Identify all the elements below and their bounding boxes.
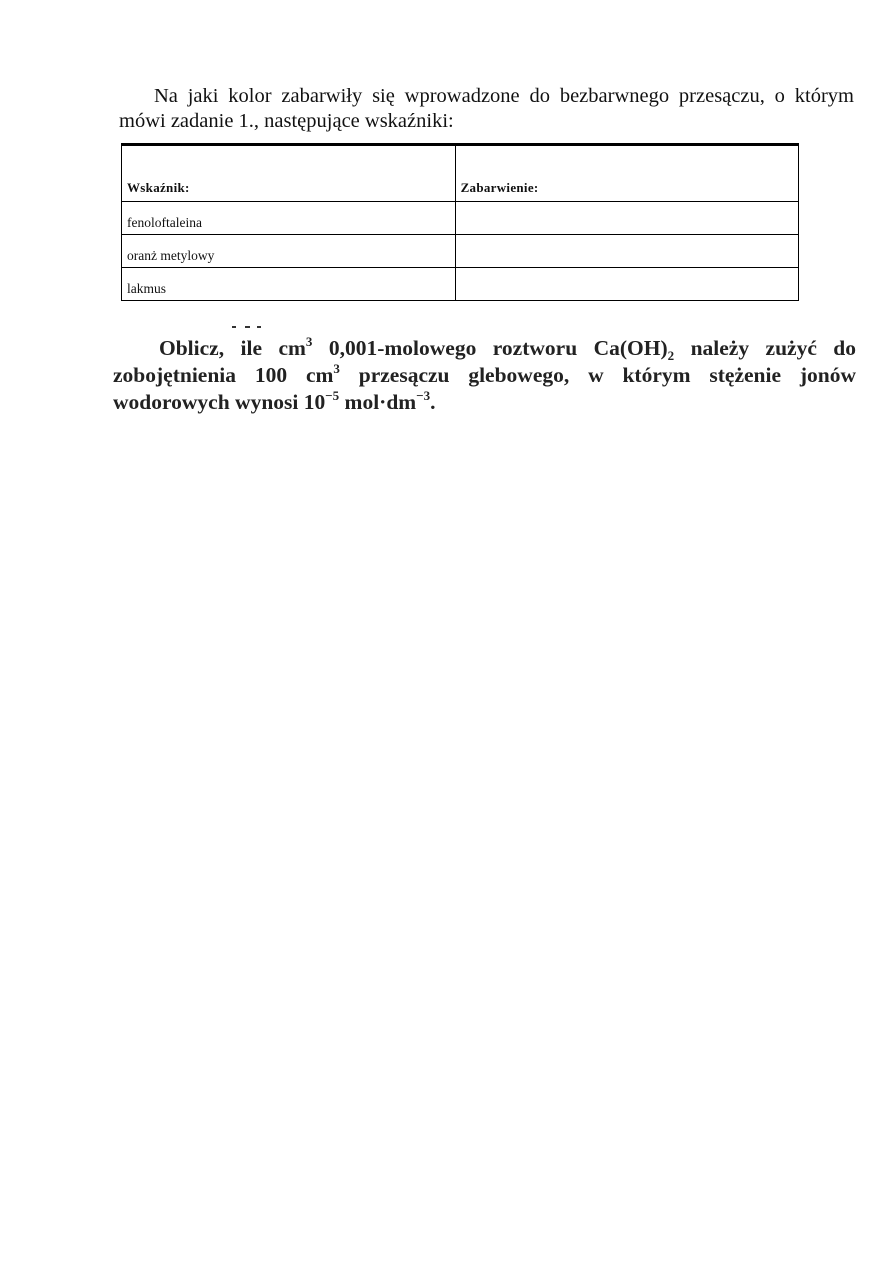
calc-text-part: 0,001-molowego roztworu Ca(OH) [312,336,668,360]
color-answer-cell[interactable] [455,268,798,301]
calc-superscript: −3 [416,388,431,403]
table-header-row [122,145,799,202]
calc-subscript: 2 [667,348,675,363]
calculation-text [113,336,856,417]
task-question-indicators [119,84,854,134]
calc-superscript: 3 [333,361,340,376]
indicator-color-table [121,143,799,301]
table-row [122,268,799,301]
calc-text-part: . [430,390,436,414]
table-row [122,202,799,235]
calc-text-part: Oblicz, ile cm [159,336,306,360]
calc-text-part: mol·dm [339,390,417,414]
task-question-text: Na jaki kolor zabarwiły się wprowadzone do bezbarwnego przesączu, o którym mówi zadanie 1., następujące wskaźniki: [119,85,854,132]
calc-text-part: należy zużyć do zobojętnienia 100 cm [113,336,857,387]
calc-text-part: przesączu glebowego, w którym stężenie jonów wodorowych wynosi 10 [113,363,856,414]
task-calculation [113,336,856,417]
scan-artifact-marks [232,326,262,328]
calc-superscript: −5 [325,388,340,403]
indicator-name-cell: fenoloftaleina [122,202,456,235]
indicator-name-cell: lakmus [122,268,456,301]
indicator-name-cell: oranż metylowy [122,235,456,268]
color-answer-cell[interactable] [455,235,798,268]
color-answer-cell[interactable] [455,202,798,235]
header-indicator: Wskaźnik: [122,145,456,202]
calc-superscript: 3 [305,334,313,349]
header-color: Zabarwienie: [455,145,798,202]
table-row [122,235,799,268]
